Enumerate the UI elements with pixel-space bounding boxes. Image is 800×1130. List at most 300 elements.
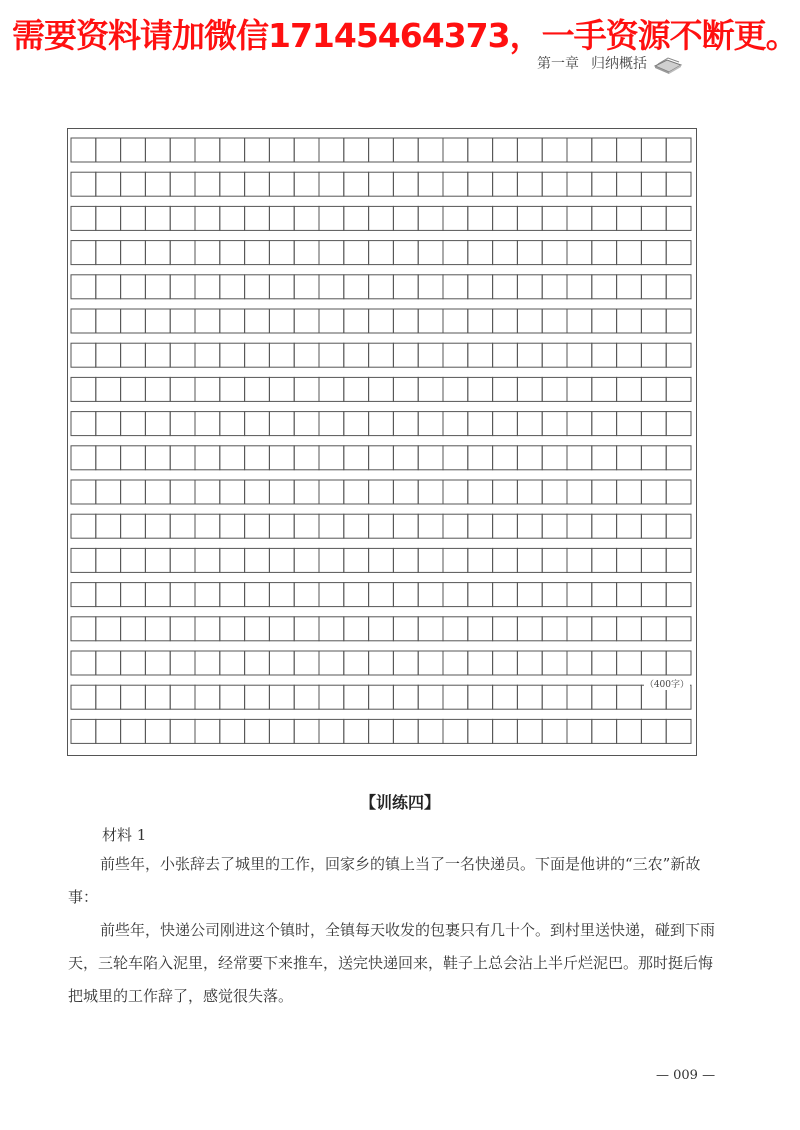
grid-cell — [344, 719, 369, 743]
grid-cell — [517, 206, 542, 230]
grid-cell — [542, 617, 567, 641]
grid-cell — [617, 685, 642, 709]
grid-cell — [617, 446, 642, 470]
grid-cell — [170, 172, 195, 196]
grid-cell — [269, 172, 294, 196]
grid-cell — [344, 275, 369, 299]
grid-cell — [220, 583, 245, 607]
grid-cell — [269, 685, 294, 709]
grid-cell — [121, 685, 146, 709]
grid-cell — [145, 719, 170, 743]
grid-cell — [71, 514, 96, 538]
grid-cell — [319, 275, 344, 299]
grid-cell — [418, 172, 443, 196]
grid-cell — [443, 617, 468, 641]
grid-cell — [294, 651, 319, 675]
grid-cell — [641, 446, 666, 470]
grid-cell — [319, 377, 344, 401]
grid-cell — [269, 446, 294, 470]
grid-cell — [641, 548, 666, 572]
grid-cell — [96, 275, 121, 299]
grid-cell — [517, 172, 542, 196]
grid-cell — [195, 514, 220, 538]
grid-cell — [542, 343, 567, 367]
grid-cell — [418, 719, 443, 743]
grid-cell — [468, 514, 493, 538]
grid-cell — [96, 206, 121, 230]
grid-cell — [493, 412, 518, 436]
grid-cell — [71, 412, 96, 436]
grid-cell — [641, 480, 666, 504]
grid-cell — [567, 548, 592, 572]
grid-cell — [592, 412, 617, 436]
grid-cell — [294, 548, 319, 572]
grid-cell — [641, 514, 666, 538]
grid-cell — [542, 514, 567, 538]
grid-cell — [245, 412, 270, 436]
grid-cell — [468, 446, 493, 470]
grid-cell — [666, 412, 691, 436]
grid-cell — [443, 172, 468, 196]
grid-cell — [418, 480, 443, 504]
grid-cell — [294, 412, 319, 436]
grid-cell — [666, 309, 691, 333]
grid-cell — [121, 377, 146, 401]
grid-cell — [468, 343, 493, 367]
grid-cell — [666, 172, 691, 196]
grid-cell — [468, 583, 493, 607]
grid-cell — [294, 617, 319, 641]
grid-cell — [294, 446, 319, 470]
grid-cell — [71, 719, 96, 743]
grid-cell — [319, 309, 344, 333]
grid-cell — [195, 651, 220, 675]
grid-cell — [369, 583, 394, 607]
grid-cell — [195, 343, 220, 367]
grid-cell — [443, 206, 468, 230]
grid-cell — [245, 343, 270, 367]
grid-cell — [443, 685, 468, 709]
grid-cell — [245, 480, 270, 504]
grid-cell — [666, 480, 691, 504]
grid-cell — [344, 617, 369, 641]
grid-cell — [567, 206, 592, 230]
grid-cell — [145, 275, 170, 299]
grid-cell — [170, 446, 195, 470]
grid-cell — [517, 412, 542, 436]
grid-cell — [443, 719, 468, 743]
grid-cell — [517, 685, 542, 709]
grid-cell — [344, 583, 369, 607]
grid-cell — [121, 138, 146, 162]
grid-cell — [542, 309, 567, 333]
grid-cell — [369, 548, 394, 572]
grid-cell — [666, 343, 691, 367]
grid-cell — [592, 343, 617, 367]
grid-cell — [393, 719, 418, 743]
grid-cell — [617, 412, 642, 436]
grid-cell — [96, 241, 121, 265]
grid-cell — [567, 343, 592, 367]
grid-cell — [641, 651, 666, 675]
grid-cell — [220, 651, 245, 675]
book-icon — [653, 52, 683, 74]
grid-cell — [493, 514, 518, 538]
grid-cell — [170, 480, 195, 504]
grid-cell — [617, 309, 642, 333]
grid-cell — [145, 412, 170, 436]
grid-cell — [121, 617, 146, 641]
grid-cell — [245, 514, 270, 538]
grid-cell — [369, 377, 394, 401]
grid-cell — [517, 480, 542, 504]
grid-cell — [567, 138, 592, 162]
grid-cell — [592, 514, 617, 538]
grid-cell — [592, 480, 617, 504]
grid-cell — [393, 446, 418, 470]
grid-cell — [617, 480, 642, 504]
grid-cell — [592, 685, 617, 709]
grid-cell — [617, 617, 642, 641]
grid-cell — [493, 719, 518, 743]
grid-cell — [493, 685, 518, 709]
grid-cell — [567, 583, 592, 607]
grid-cell — [393, 343, 418, 367]
grid-cell — [542, 377, 567, 401]
grid-cell — [170, 377, 195, 401]
grid-cell — [319, 241, 344, 265]
grid-cell — [245, 548, 270, 572]
grid-cell — [319, 719, 344, 743]
grid-cell — [517, 617, 542, 641]
grid-cell — [369, 241, 394, 265]
grid-cell — [145, 514, 170, 538]
grid-cell — [319, 343, 344, 367]
grid-cell — [493, 343, 518, 367]
grid-cell — [393, 548, 418, 572]
grid-cell — [418, 241, 443, 265]
grid-cell — [245, 377, 270, 401]
grid-cell — [617, 583, 642, 607]
grid-cell — [245, 309, 270, 333]
grid-cell — [641, 412, 666, 436]
grid-cell — [393, 138, 418, 162]
grid-cell — [170, 412, 195, 436]
grid-cell — [443, 651, 468, 675]
grid-cell — [170, 241, 195, 265]
page-number: — 009 — — [656, 1068, 716, 1083]
grid-cell — [220, 617, 245, 641]
grid-cell — [468, 241, 493, 265]
grid-cell — [666, 514, 691, 538]
grid-cell — [269, 343, 294, 367]
grid-cell — [393, 480, 418, 504]
grid-cell — [170, 514, 195, 538]
grid-cell — [493, 275, 518, 299]
grid-cell — [344, 377, 369, 401]
grid-cell — [220, 480, 245, 504]
grid-cell — [121, 206, 146, 230]
grid-cell — [443, 241, 468, 265]
grid-cell — [542, 685, 567, 709]
grid-cell — [393, 685, 418, 709]
grid-cell — [294, 377, 319, 401]
grid-cell — [567, 172, 592, 196]
grid-cell — [641, 241, 666, 265]
grid-cell — [418, 309, 443, 333]
grid-cell — [170, 685, 195, 709]
grid-cell — [344, 241, 369, 265]
grid-cell — [344, 514, 369, 538]
grid-cell — [418, 377, 443, 401]
grid-cell — [517, 548, 542, 572]
grid-cell — [170, 275, 195, 299]
grid-cell — [195, 719, 220, 743]
grid-cell — [592, 377, 617, 401]
grid-cell — [567, 651, 592, 675]
grid-cell — [220, 309, 245, 333]
grid-cell — [145, 548, 170, 572]
grid-cell — [517, 446, 542, 470]
grid-cell — [71, 343, 96, 367]
watermark-banner: 需要资料请加微信17145464373，一手资源不断更。 — [12, 16, 798, 55]
grid-cell — [443, 309, 468, 333]
grid-cell — [542, 172, 567, 196]
grid-cell — [666, 241, 691, 265]
grid-cell — [493, 583, 518, 607]
grid-cell — [369, 138, 394, 162]
grid-cell — [269, 617, 294, 641]
grid-cell — [195, 172, 220, 196]
grid-cell — [369, 617, 394, 641]
grid-cell — [443, 343, 468, 367]
grid-cell — [666, 617, 691, 641]
grid-cell — [641, 617, 666, 641]
grid-cell — [245, 651, 270, 675]
grid-cell — [592, 446, 617, 470]
grid-cell — [617, 241, 642, 265]
grid-cell — [220, 685, 245, 709]
grid-cell — [567, 241, 592, 265]
grid-cell — [542, 241, 567, 265]
grid-cell — [617, 172, 642, 196]
grid-cell — [567, 719, 592, 743]
grid-cell — [344, 206, 369, 230]
grid-cell — [418, 548, 443, 572]
grid-cell — [319, 412, 344, 436]
grid-cell — [542, 412, 567, 436]
grid-cell — [269, 275, 294, 299]
grid-cell — [121, 583, 146, 607]
grid-cell — [443, 480, 468, 504]
grid-cell — [542, 651, 567, 675]
grid-cell — [468, 377, 493, 401]
grid-cell — [493, 241, 518, 265]
grid-cell — [220, 206, 245, 230]
grid-cell — [369, 309, 394, 333]
grid-cell — [592, 241, 617, 265]
grid-cell — [195, 685, 220, 709]
grid-cell — [493, 138, 518, 162]
writing-grid — [67, 128, 697, 756]
grid-cell — [245, 685, 270, 709]
grid-cell — [195, 446, 220, 470]
grid-cell — [121, 275, 146, 299]
grid-cell — [666, 651, 691, 675]
grid-cell — [170, 206, 195, 230]
material-paragraph-2: 前些年，快递公司刚进这个镇时，全镇每天收发的包裹只有几十个。到村里送快递，碰到下雨天，三轮车陷入泥里，经常要下来推车，送完快递回来，鞋子上总会沾上半斤烂泥巴。那时挺后悔把城里的工作辞了，感觉很失落。 — [68, 921, 716, 1005]
grid-cell — [245, 241, 270, 265]
grid-cell — [344, 343, 369, 367]
grid-cell — [418, 685, 443, 709]
grid-cell — [443, 275, 468, 299]
grid-cell — [145, 343, 170, 367]
grid-cell — [443, 548, 468, 572]
grid-cell — [567, 275, 592, 299]
grid-cell — [567, 514, 592, 538]
grid-cell — [617, 548, 642, 572]
grid-cell — [567, 617, 592, 641]
grid-cell — [71, 377, 96, 401]
grid-cell — [294, 719, 319, 743]
grid-cell — [145, 206, 170, 230]
grid-cell — [468, 172, 493, 196]
grid-cell — [517, 719, 542, 743]
grid-cell — [542, 480, 567, 504]
grid-cell — [71, 138, 96, 162]
grid-cell — [245, 206, 270, 230]
grid-cell — [294, 241, 319, 265]
grid-cell — [220, 343, 245, 367]
grid-cell — [294, 275, 319, 299]
grid-cell — [468, 412, 493, 436]
grid-cell — [220, 446, 245, 470]
grid-cell — [319, 617, 344, 641]
grid-cell — [319, 685, 344, 709]
grid-cell — [468, 309, 493, 333]
grid-cell — [393, 583, 418, 607]
grid-cell — [617, 343, 642, 367]
grid-cell — [96, 548, 121, 572]
grid-cell — [468, 138, 493, 162]
grid-cell — [592, 617, 617, 641]
grid-cell — [592, 138, 617, 162]
grid-cell — [369, 685, 394, 709]
grid-cell — [121, 480, 146, 504]
grid-cell — [617, 138, 642, 162]
grid-cell — [641, 583, 666, 607]
grid-cell — [344, 309, 369, 333]
grid-cell — [393, 412, 418, 436]
grid-cell — [567, 377, 592, 401]
grid-cell — [641, 343, 666, 367]
grid-cell — [195, 583, 220, 607]
grid-cell — [617, 651, 642, 675]
grid-cell — [96, 617, 121, 641]
grid-cell — [641, 172, 666, 196]
grid-cell — [220, 241, 245, 265]
grid-cell — [468, 651, 493, 675]
grid-cell — [121, 241, 146, 265]
grid-cell — [592, 651, 617, 675]
grid-cell — [121, 412, 146, 436]
grid-cell — [468, 480, 493, 504]
grid-cell — [344, 548, 369, 572]
grid-cell — [493, 617, 518, 641]
grid-cell — [641, 377, 666, 401]
grid-cell — [145, 241, 170, 265]
grid-cell — [592, 172, 617, 196]
grid-cell — [71, 172, 96, 196]
material-paragraph-1: 前些年，小张辞去了城里的工作，回家乡的镇上当了一名快递员。下面是他讲的“三农”新故事： — [68, 855, 701, 906]
chapter-number: 第一章 — [537, 56, 579, 72]
grid-cell — [344, 446, 369, 470]
grid-cell — [443, 138, 468, 162]
word-count-label: （400字） — [644, 677, 690, 690]
grid-cell — [617, 206, 642, 230]
grid-cell — [641, 309, 666, 333]
grid-cell — [369, 206, 394, 230]
grid-cell — [666, 206, 691, 230]
grid-cell — [443, 514, 468, 538]
grid-cell — [195, 548, 220, 572]
grid-cell — [294, 343, 319, 367]
grid-cell — [666, 583, 691, 607]
exercise-title: 【训练四】 — [359, 793, 440, 812]
grid-cell — [294, 480, 319, 504]
grid-cell — [617, 275, 642, 299]
grid-cell — [393, 275, 418, 299]
grid-cell — [195, 241, 220, 265]
grid-cell — [493, 309, 518, 333]
grid-cells — [68, 129, 695, 754]
grid-cell — [393, 309, 418, 333]
grid-cell — [269, 548, 294, 572]
grid-cell — [493, 651, 518, 675]
grid-cell — [269, 412, 294, 436]
grid-cell — [96, 583, 121, 607]
grid-cell — [592, 719, 617, 743]
grid-cell — [468, 685, 493, 709]
grid-cell — [592, 548, 617, 572]
grid-cell — [195, 275, 220, 299]
grid-cell — [517, 275, 542, 299]
grid-cell — [294, 206, 319, 230]
grid-cell — [418, 275, 443, 299]
grid-cell — [641, 138, 666, 162]
grid-cell — [592, 583, 617, 607]
grid-cell — [493, 206, 518, 230]
grid-cell — [96, 309, 121, 333]
grid-cell — [666, 275, 691, 299]
grid-cell — [96, 377, 121, 401]
grid-cell — [592, 206, 617, 230]
grid-cell — [145, 583, 170, 607]
grid-cell — [96, 719, 121, 743]
grid-cell — [96, 446, 121, 470]
grid-cell — [319, 480, 344, 504]
grid-cell — [493, 446, 518, 470]
grid-cell — [517, 241, 542, 265]
grid-cell — [269, 583, 294, 607]
grid-cell — [220, 138, 245, 162]
grid-cell — [393, 172, 418, 196]
grid-cell — [145, 480, 170, 504]
grid-cell — [666, 377, 691, 401]
grid-cell — [666, 138, 691, 162]
grid-cell — [71, 685, 96, 709]
grid-cell — [145, 377, 170, 401]
